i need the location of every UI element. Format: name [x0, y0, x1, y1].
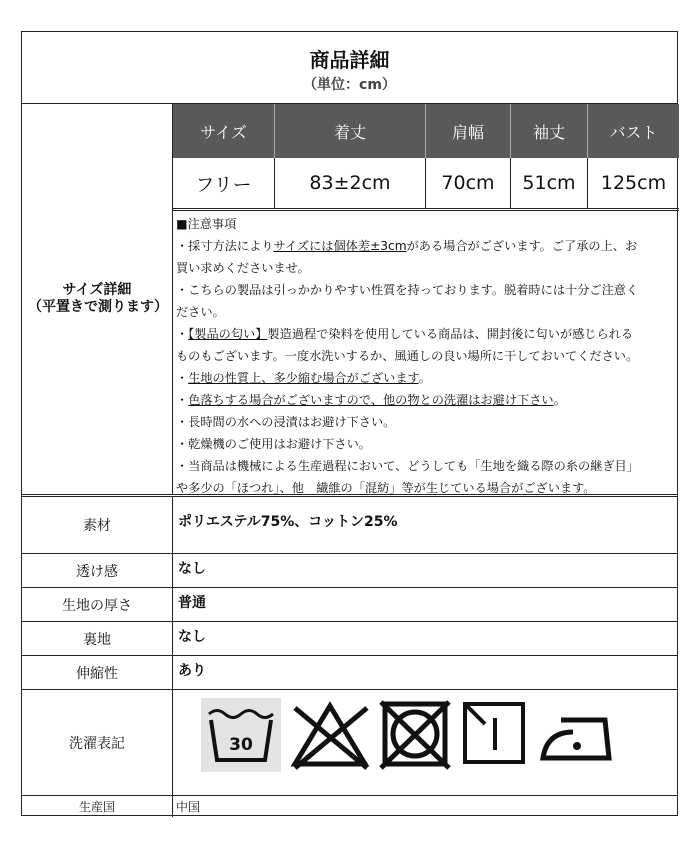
note-4	[176, 367, 679, 389]
row-sheerness	[22, 554, 677, 588]
note-4-bullet: ・	[176, 371, 189, 385]
value-shoulder: 70cm	[426, 158, 511, 208]
material-value: ポリエステル75%、コットン25%	[178, 514, 398, 530]
title-box	[22, 32, 677, 104]
row-origin	[22, 796, 677, 817]
line-dry-shade-icon	[459, 698, 529, 772]
thickness-label: 生地の厚さ	[22, 588, 173, 621]
origin-label: 生産国	[22, 796, 173, 817]
note-4-end: 。	[418, 371, 431, 385]
unit-label: （単位：cm）	[303, 77, 396, 93]
material-label: 素材	[22, 497, 173, 553]
value-size: フリー	[173, 158, 275, 208]
iron-low-icon	[537, 698, 627, 772]
note-1-text-b: がある場合がございます。ご了承の上、お	[406, 239, 638, 253]
note-3-underline: 【製品の匂い】	[188, 327, 268, 341]
value-sleeve: 51cm	[511, 158, 588, 208]
row-lining	[22, 622, 677, 656]
origin-value: 中国	[176, 800, 201, 814]
row-material	[22, 497, 677, 554]
size-details-label	[22, 104, 173, 494]
stretch-label: 伸縮性	[22, 656, 173, 689]
size-table-row	[173, 158, 679, 211]
note-6: ・長時間の水への浸漬はお避け下さい。	[176, 415, 396, 429]
header-shoulder: 肩幅	[426, 104, 511, 158]
note-7: ・乾燥機のご使用はお避け下さい。	[176, 437, 371, 451]
row-thickness	[22, 588, 677, 622]
note-3	[176, 323, 679, 345]
row-washing	[22, 690, 677, 796]
notes-heading: ■注意事項	[176, 217, 237, 231]
note-8: ・当商品は機械による生産過程において、どうしても「生地を織る際の糸の継ぎ目」	[176, 459, 639, 473]
note-1	[176, 235, 679, 257]
note-1-text: ・採寸方法により	[176, 239, 274, 253]
note-2: ・こちらの製品は引っかかりやすい性質を持っております。脱着時には十分ご注意く	[176, 283, 639, 297]
note-3-text: 製造過程で染料を使用している商品は、開封後に匂いが感じられる	[267, 327, 634, 341]
header-length: 着丈	[275, 104, 426, 158]
thickness-value: 普通	[178, 594, 206, 611]
wash-30-icon	[201, 698, 281, 772]
header-size: サイズ	[173, 104, 275, 158]
size-details-label-text: サイズ詳細 （平置きで測ります）	[28, 282, 168, 315]
note-5-bullet: ・	[176, 393, 189, 407]
note-3-cont: ものもございます。一度水洗いするか、風通しの良い場所に干しておいてください。	[176, 349, 639, 363]
wash-temp-text: 30	[229, 735, 253, 755]
washing-label: 洗濯表記	[22, 690, 173, 795]
product-details-sheet	[21, 31, 678, 816]
page-title: 商品詳細	[309, 48, 390, 72]
sheerness-value: なし	[178, 560, 206, 577]
stretch-value: あり	[178, 662, 206, 679]
sheerness-label: 透け感	[22, 554, 173, 587]
lining-label: 裏地	[22, 622, 173, 655]
header-sleeve: 袖丈	[511, 104, 588, 158]
care-notes	[173, 211, 679, 494]
note-1-underline: サイズには個体差±3cm	[273, 239, 407, 253]
no-bleach-icon	[287, 698, 373, 772]
size-table-header	[173, 104, 679, 158]
value-bust: 125cm	[600, 172, 667, 194]
header-bust: バスト	[609, 122, 658, 142]
value-length: 83±2cm	[275, 158, 426, 208]
note-2-cont: ださい。	[176, 305, 225, 319]
size-section	[22, 104, 677, 497]
lining-value: なし	[178, 628, 206, 645]
no-tumble-dry-icon	[377, 698, 453, 772]
note-1-cont: 買い求めくださいませ。	[176, 261, 310, 275]
note-5	[176, 389, 679, 411]
note-3-bullet: ・	[176, 327, 189, 341]
note-8-cont: や多少の「ほつれ」、他 繊維の「混紡」等が生じている場合がございます。	[176, 481, 596, 495]
note-4-underline: 生地の性質上、多少縮む場合がございます	[188, 371, 419, 385]
note-5-underline: 色落ちする場合がございますので、他の物との洗濯はお避け下さい	[188, 393, 554, 407]
row-stretch	[22, 656, 677, 690]
note-5-end: 。	[553, 393, 566, 407]
